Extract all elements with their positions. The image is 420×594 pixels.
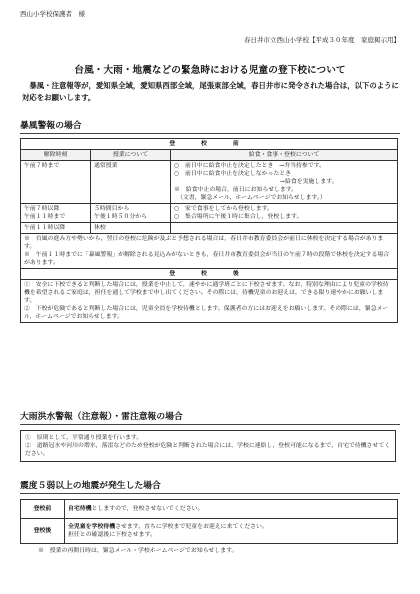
row-notes [171,223,398,234]
table-row [21,161,398,204]
note-line: ○ 前日中に給食中止を決定したとき →弁当持参です。 [174,163,325,169]
addressee: 西山小学校保護者 様 [20,10,85,18]
after-note: ② 下校が危険であると判断した場合には，児童全員を学校待機とします。保護者の方にはお迎えをお願いします。その際には，緊急メール，ホームページでお知らせします。 [24,306,389,320]
col-header-time: 解除時刻 [21,150,91,161]
quake-after-label: 登校後 [21,519,65,544]
row-time: 午前１１時以降 [21,223,91,234]
row-notes [171,204,398,223]
flood-note: ① 原則として，平常通り授業を行います。 [25,435,143,441]
flood-notes-box [20,430,396,462]
row-time: 午前７時以降 午前１１時まで [21,204,91,223]
publisher-line: 春日井市立西山小学校【平成３０年度 家庭掲示用】 [244,36,400,44]
row-notes [171,161,398,204]
storm-remarks [21,234,398,269]
note-line: （文書，緊急メール，ホームページでお知らせします。） [174,195,326,201]
quake-before-text [65,500,398,519]
intro-paragraph: 暴風・注意報等が，愛知県全域，愛知県西部全域，尾張東部全域，春日井市に発令された場合は，以下のように対応をお願いします。 [22,81,399,102]
note-line: ※ 給食中止の場合，前日にお知らせします。 [174,187,298,193]
after-school-notes [21,280,398,323]
remark-line: ※ 台風の進み方や勢いから，翌日の登校に危険が及ぶと予想される場合は，春日井市教育委員会が前日に休校を決定する場合があります。 [24,236,384,250]
quake-after-text [65,519,398,544]
quake-footnote: ※ 授業の再開日時は，緊急メール・学校ホームページでお知らせします。 [38,548,238,554]
table-row [21,204,398,223]
row-class: ５時間目から 午後１時５０分から [91,204,171,223]
before-school-banner: 登 校 前 [21,139,398,150]
quake-before-label: 登校前 [21,500,65,519]
note-line: →給食を実施します。 [174,179,338,185]
quake-before-rest: としますので，登校させないでください。 [91,506,204,512]
table-row [21,500,398,519]
storm-heading-rule [20,133,400,134]
row-class: 休校 [91,223,171,234]
storm-before-table [20,138,398,323]
col-header-class: 授業について [91,150,171,161]
row-time: 午前７時まで [21,161,91,204]
table-row [21,223,398,234]
remark-line: ※ 午前１１時までに「暴風警報」が解除される見込みがないときも，春日井市教育委員会が当日の午前７時の段階で休校を決定する場合があります。 [24,252,390,266]
note-line: ○ 前日中に給食中止を決定しなかったとき [174,171,292,177]
flood-heading: 大雨洪水警報（注意報）・雷注意報の場合 [20,412,183,422]
quake-after-rest: させます。直ちに学校まで児童をお迎えに来てください。 [115,524,268,530]
quake-heading-rule [20,493,400,494]
quake-table [20,499,398,544]
storm-heading: 暴風警報の場合 [20,121,82,131]
after-school-banner: 登 校 後 [21,269,398,280]
flood-note: ② 道路冠水や河川の増水，落雷などのため登校が危険と判断された場合には，学校に連絡し，登校可能になるまで，自宅で待機させてください。 [25,443,391,457]
col-header-meal: 給食・食事・登校について [171,150,398,161]
quake-heading: 震度５弱以上の地震が発生した場合 [20,481,161,491]
quake-after-line2: 担任との確認後に下校させます。 [68,532,156,538]
table-row [21,519,398,544]
after-note: ① 安全に下校できると判断した場合には，授業を中止して，速やかに通学班ごとに下校させます。なお，特別な理由により児童の学校待機を希望されるご家庭は，担任を通して学校まで申し出てください。その際には，待機児童のお迎えは，できる限り速やかにお願いします。 [24,282,389,304]
row-class: 通常授業 [91,161,171,204]
quake-after-emphasis: 全児童を学校待機 [68,523,116,530]
flood-heading-rule [20,424,400,425]
note-line: ○ 集合場所に午後１時に集合し，登校します。 [174,214,303,220]
note-line: ○ 家で食事をしてから登校します。 [174,206,273,212]
page-title: 台風・大雨・地震などの緊急時における児童の登下校について [74,65,346,76]
quake-before-emphasis: 自宅待機 [68,505,92,512]
